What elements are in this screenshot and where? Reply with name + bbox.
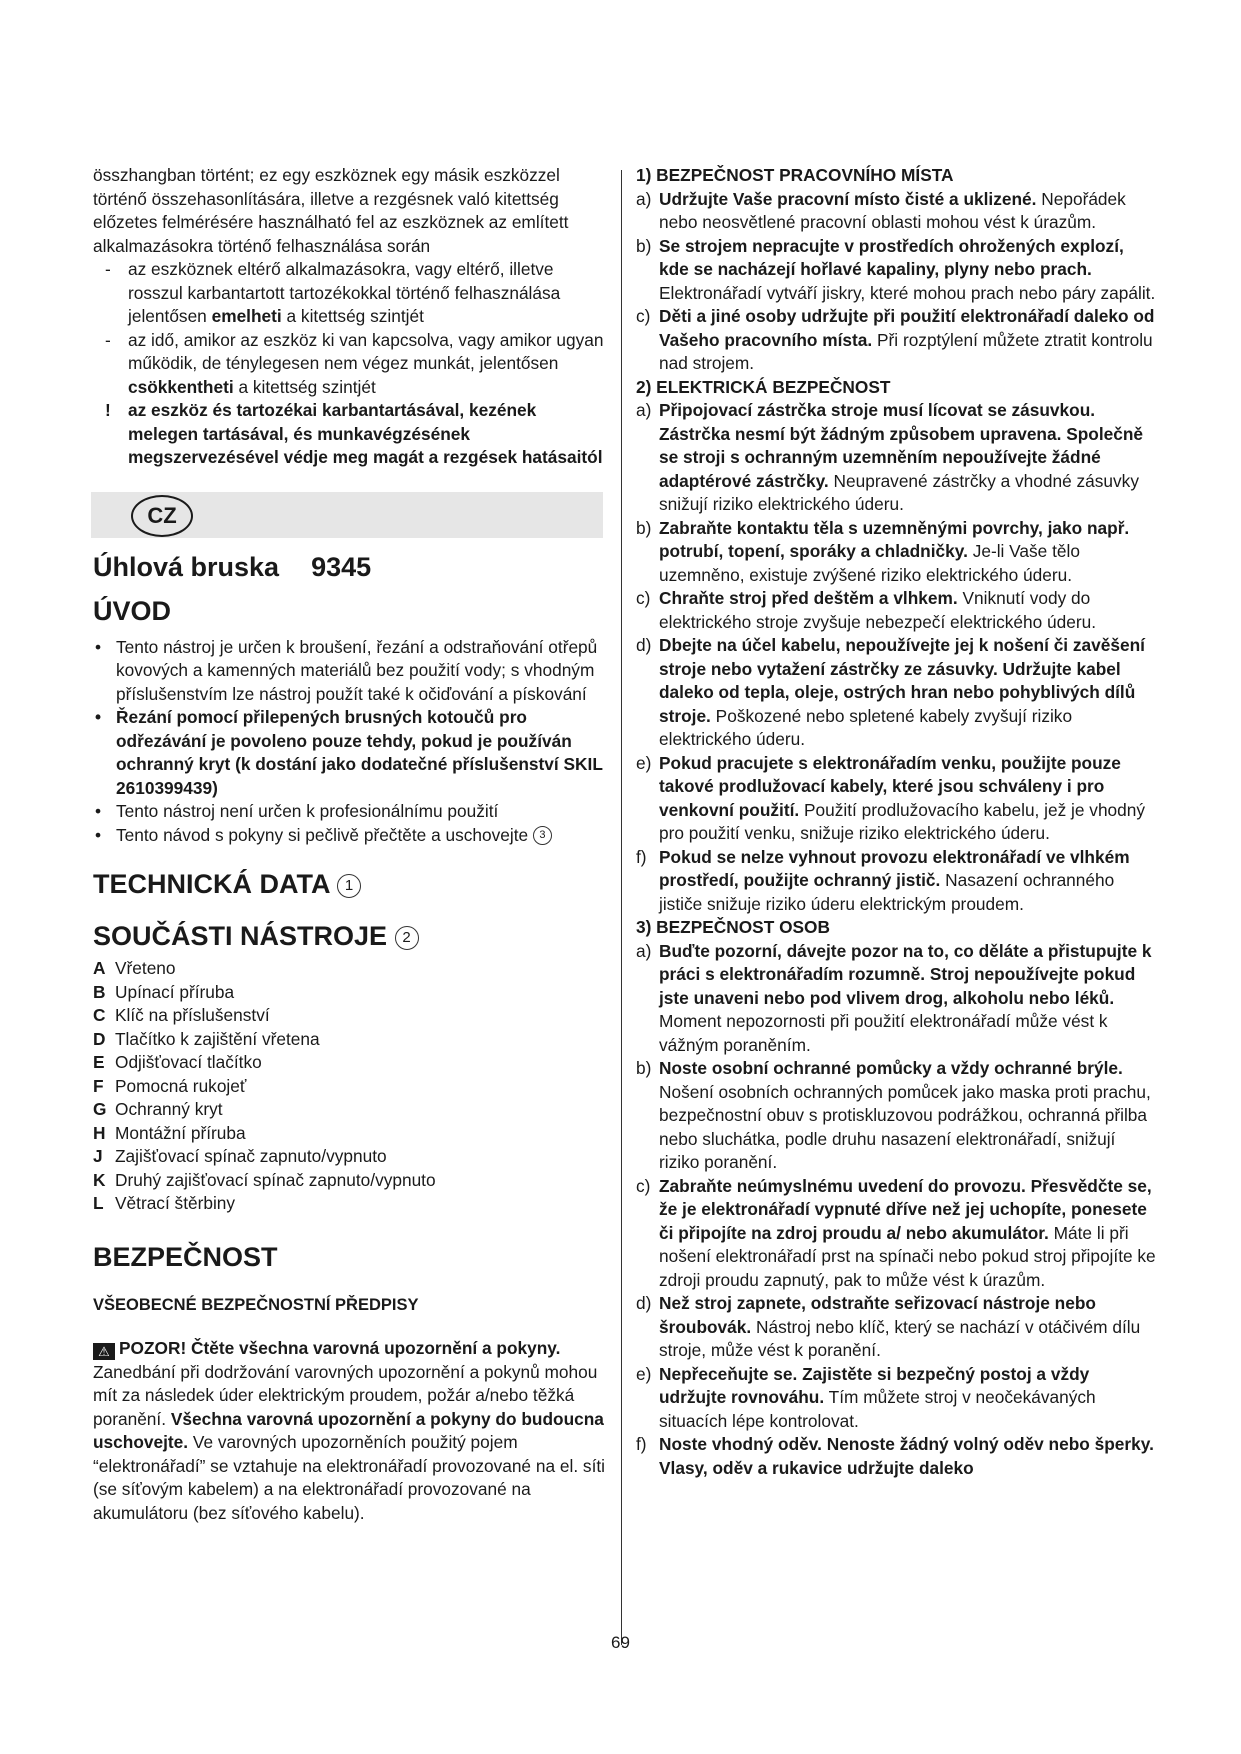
tech-data-heading: TECHNICKÁ DATA 1: [93, 867, 608, 901]
product-title: Úhlová bruska 9345: [93, 551, 372, 582]
list-item: b) Zabraňte kontaktu těla s uzemněnými povrchy, jako např. potrubí, topení, sporáky a chladničky. Je-li Vaše tělo uzemněno, existuje zvýšené riziko elektrického úderu.: [636, 517, 1130, 585]
intro-heading: ÚVOD: [93, 595, 172, 626]
part-item: H Montážní příruba: [93, 1122, 246, 1143]
list-item: e) Nepřeceňujte se. Zajistěte si bezpečný postoj a vždy udržujte rovnováhu. Tím můžete stroj v neočekávaných situacích lépe kontrolovat.: [636, 1363, 1096, 1431]
list-item: • Tento nástroj je určen k broušení, řezání a odstraňování otřepů kovových a kamenných materiálů bez použití vody; s vhodným příslušenstvím lze nástroj použít také k očiďování a pískování: [95, 636, 598, 704]
list-item: • Tento nástroj není určen k profesionálnímu použití: [95, 801, 499, 821]
column-divider: [621, 170, 622, 1645]
list-item: d) Než stroj zapnete, odstraňte seřizovací nástroje nebo šroubovák. Nástroj nebo klíč, který se nachází v otáčivém dílu stroje, může vést k poranění.: [636, 1293, 1141, 1360]
list-item: • Tento návod s pokyny si pečlivě přečtěte a uschovejte 3: [93, 824, 608, 848]
part-item: C Klíč na příslušenství: [93, 1005, 270, 1025]
warning-paragraph: ⚠ POZOR! Čtěte všechna varovná upozornění a pokyny. Zanedbání při dodržování varovných upozornění a pokynů mohou mít za následek úder elektrickým proudem, požár a/nebo těžká poranění. Všechna varovná upozornění a pokyny do budoucna uschovejte. Ve varovných upozorněních použitý pojem “elektronářadí” se vztahuje na elektronářadí provozované na el. síti (se síťovým kabelem) a na elektronářadí provozované na akumulátoru (bez síťového kabelu).: [93, 1338, 606, 1523]
list-item: d) Dbejte na účel kabelu, nepoužívejte jej k nošení či zavěšení stroje nebo vytažení zástrčky ze zásuvky. Udržujte kabel daleko od tepla, oleje, ostrých hran nebo pohyblivých dílů stroje. Poškozené nebo spletené kabely zvyšují riziko elektrického úderu.: [636, 635, 1145, 749]
figure-ref-2: 2: [395, 926, 419, 950]
part-item: L Větrací štěrbiny: [93, 1193, 236, 1213]
part-item: B Upínací příruba: [93, 981, 235, 1002]
section-2-heading: 2) ELEKTRICKÁ BEZPEČNOST: [636, 376, 891, 397]
parts-heading: SOUČÁSTI NÁSTROJE 2: [93, 919, 608, 953]
part-item: F Pomocná rukojeť: [93, 1075, 247, 1096]
right-column: [636, 164, 1156, 1480]
section-1-heading: 1) BEZPEČNOST PRACOVNÍHO MÍSTA: [636, 165, 954, 185]
part-item: K Druhý zajišťovací spínač zapnuto/vypnuto: [93, 1169, 436, 1190]
part-item: G Ochranný kryt: [93, 1099, 223, 1119]
dash-item-2: - az idő, amikor az eszköz ki van kapcsolva, vagy amikor ugyan működik, de ténylegesen nem végez munkát, jelentősen csökkentheti a kitettség szintjét: [105, 329, 604, 397]
language-badge: CZ: [131, 495, 193, 537]
list-item: f) Noste vhodný oděv. Nenoste žádný volný oděv nebo šperky. Vlasy, oděv a rukavice udržujte daleko: [636, 1434, 1154, 1478]
list-item: b) Se strojem nepracujte v prostředích ohrožených explozí, kde se nacházejí hořlavé kapaliny, plyny nebo prach. Elektronářadí vytváří jiskry, které mohou prach nebo páry zapálit.: [636, 235, 1156, 303]
exclamation-note: ! az eszköz és tartozékai karbantartásával, kezének melegen tartásával, és munkavégzésének megszervezésével védje meg magát a rezgések hatásaitól: [105, 400, 603, 467]
list-item: c) Chraňte stroj před deštěm a vlhkem. Vniknutí vody do elektrického stroje zvyšuje nebezpečí elektrického úderu.: [636, 588, 1097, 632]
part-item: A Vřeteno: [93, 958, 176, 978]
list-item: a) Připojovací zástrčka stroje musí lícovat se zásuvkou. Zástrčka nesmí být žádným způsobem upravena. Společně se stroji s ochranným uzemněním nepoužívejte žádné adaptérové zástrčky. Neupravené zástrčky a vhodné zásuvky snižují riziko elektrického úderu.: [636, 400, 1144, 514]
list-item: a) Buďte pozorní, dávejte pozor na to, co děláte a přistupujte k práci s elektronářadím rozumně. Stroj nepoužívejte pokud jste unaveni nebo pod vlivem drog, alkoholu nebo léků. Moment nepozornosti při použití elektronářadí může vést k vážným poraněním.: [636, 940, 1152, 1055]
dash-item-1: - az eszköznek eltérő alkalmazásokra, vagy eltérő, illetve rosszul karbantartott tartozékokkal történő felhasználása jelentősen emelheti a kitettség szintjét: [105, 259, 561, 326]
vibration-intro-paragraph: összhangban történt; ez egy eszköznek egy másik eszközzel történő összehasonlítására, illetve a rezgésnek való kitettség előzetes felmérésére használható fel az eszköznek az említett alkalmazásokra történő felhasználása során: [93, 165, 569, 256]
list-item: • Řezání pomocí přilepených brusných kotoučů pro odřezávání je povoleno pouze tehdy, pokud je používán ochranný kryt (k dostání jako dodatečné příslušenství SKIL 2610399439): [95, 707, 603, 798]
left-column: [93, 164, 608, 1525]
list-item: b) Noste osobní ochranné pomůcky a vždy ochranné brýle. Nošení osobních ochranných pomůcek jako maska proti prachu, bezpečnostní obuv s protiskluzovou podrážkou, ochranná přilba nebo sluchátka, podle druhu nasazení elektronářadí, snižují riziko poranění.: [636, 1058, 1151, 1172]
part-item: D Tlačítko k zajištění vřetena: [93, 1028, 320, 1049]
section-3-heading: 3) BEZPEČNOST OSOB: [636, 917, 830, 937]
list-item: f) Pokud se nelze vyhnout provozu elektronářadí ve vlhkém prostředí, použijte ochranný jistič. Nasazení ochranného jističe snižuje riziko úderu elektrickým proudem.: [636, 846, 1130, 914]
figure-ref-1: 1: [337, 874, 361, 898]
intro-bullets: [93, 636, 608, 848]
part-item: J Zajišťovací spínač zapnuto/vypnuto: [93, 1146, 387, 1166]
parts-list: [93, 957, 608, 1216]
safety-heading: BEZPEČNOST: [93, 1241, 278, 1272]
warning-icon: ⚠: [93, 1343, 115, 1360]
part-item: E Odjišťovací tlačítko: [93, 1052, 262, 1072]
list-item: a) Udržujte Vaše pracovní místo čisté a uklizené. Nepořádek nebo neosvětlené pracovní oblasti mohou vést k úrazům.: [636, 188, 1126, 232]
list-item: c) Děti a jiné osoby udržujte při použití elektronářadí daleko od Vašeho pracovního místa. Při rozptýlení můžete ztratit kontrolu nad strojem.: [636, 306, 1155, 373]
list-item: e) Pokud pracujete s elektronářadím venku, použijte pouze takové prodlužovací kabely, které jsou schváleny i pro venkovní použití. Použití prodlužovacího kabelu, jež je vhodný pro použití venku, snižuje riziko elektrického úderu.: [636, 752, 1146, 843]
general-safety-heading: VŠEOBECNÉ BEZPEČNOSTNÍ PŘEDPISY: [93, 1295, 419, 1314]
list-item: c) Zabraňte neúmyslnému uvedení do provozu. Přesvědčte se, že je elektronářadí vypnuté dříve než jej uchopíte, ponesete či připojíte na zdroj proudu a/ nebo akumulátor. Máte li při nošení elektronářadí prst na spínači nebo pokud stroj připojíte ke zdroji proudu zapnutý, pak to může vést k úrazům.: [636, 1175, 1156, 1290]
figure-ref-3: 3: [533, 826, 552, 845]
page-number: 69: [611, 1633, 630, 1652]
language-bar: [91, 492, 603, 538]
